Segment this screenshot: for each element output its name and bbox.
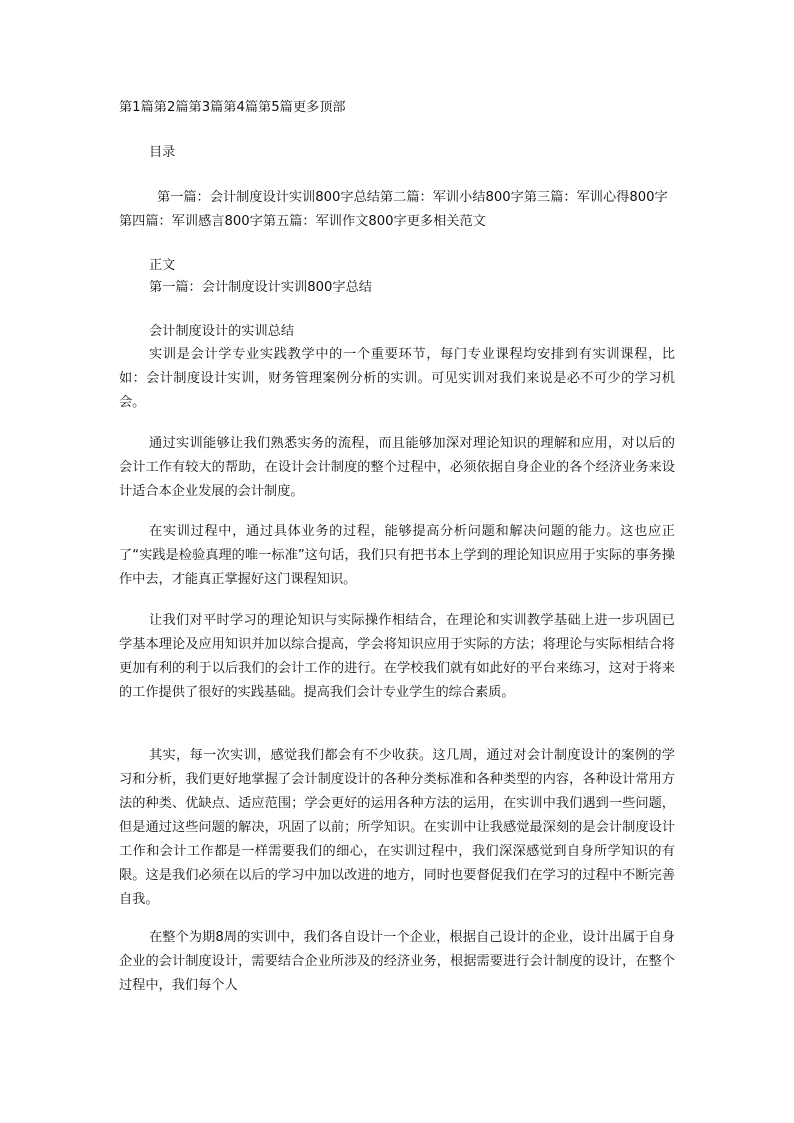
paragraph-6: 在整个为期8周的实训中，我们各自设计一个企业，根据自己设计的企业，设计出属于自身企业的会计制度设计，需要结合企业所涉及的经济业务，根据需要进行会计制度的设计，在整个过程中，我们每个人	[119, 930, 675, 993]
article-subtitle: 会计制度设计的实训总结	[149, 324, 295, 339]
nav-link-part4[interactable]: 第4篇	[223, 100, 259, 115]
nav-link-part1[interactable]: 第1篇	[119, 100, 154, 115]
paragraph-3: 在实训过程中，通过具体业务的过程，能够提高分析问题和解决问题的能力。这也应正了“实践是检验真理的唯一标准”这句话，我们只有把书本上学到的理论知识应用于实际的事务操作中去，才能真正掌握好这门课程知识。	[119, 524, 675, 587]
content-label: 正文	[149, 258, 176, 273]
nav-link-more[interactable]: 更多	[292, 100, 320, 115]
nav-link-top[interactable]: 顶部	[319, 100, 346, 115]
paragraph-2: 通过实训能够让我们熟悉实务的流程，而且能够加深对理论知识的理解和应用，对以后的会计工作有较大的帮助，在设计会计制度的整个过程中，必须依据自身企业的各个经济业务来设计适合本企业发展的会计制度。	[119, 436, 675, 499]
nav-link-part3[interactable]: 第3篇	[188, 100, 224, 115]
article-title: 第一篇：会计制度设计实训800字总结	[149, 280, 372, 295]
paragraph-4: 让我们对平时学习的理论知识与实际操作相结合，在理论和实训教学基础上进一步巩固已学基本理论及应用知识并加以综合提高，学会将知识应用于实际的方法；将理论与实际相结合将更加有利的利于以后我们的会计工作的进行。在学校我们就有如此好的平台来练习，这对于将来的工作提供了很好的实践基础。提高我们会计专业学生的综合素质。	[119, 613, 675, 700]
paragraph-1: 实训是会计学专业实践教学中的一个重要环节，每门专业课程均安排到有实训课程，比如：会计制度设计实训，财务管理案例分析的实训。可见实训对我们来说是必不可少的学习机会。	[119, 347, 675, 410]
toc-list: 第一篇：会计制度设计实训800字总结第二篇：军训小结800字第三篇：军训心得800字第四篇：军训感言800字第五篇：军训作文800字更多相关范文	[119, 190, 668, 229]
nav-link-part5[interactable]: 第5篇	[258, 100, 293, 115]
nav-bar	[119, 96, 346, 120]
toc-heading: 目录	[149, 145, 176, 160]
paragraph-5: 其实，每一次实训，感觉我们都会有不少收获。这几周，通过对会计制度设计的案例的学习和分析，我们更好地掌握了会计制度设计的各种分类标准和各种类型的内容，各种设计常用方法的种类、优缺点、适应范围；学会更好的运用各种方法的运用，在实训中我们遇到一些问题，但是通过这些问题的解决，巩固了以前；所学知识。在实训中让我感觉最深刻的是会计制度设计工作和会计工作都是一样需要我们的细心，在实训过程中，我们深深感觉到自身所学知识的有限。这是我们必须在以后的学习中加以改进的地方，同时也要督促我们在学习的过程中不断完善自我。	[119, 748, 675, 907]
nav-link-part2[interactable]: 第2篇	[153, 100, 189, 115]
